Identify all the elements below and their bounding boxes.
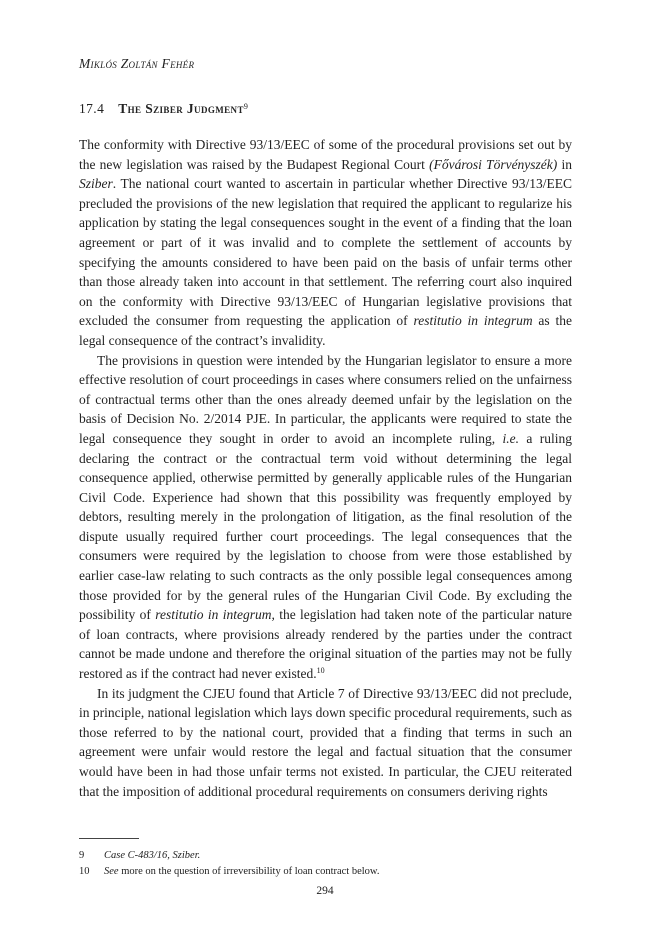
body-text xyxy=(79,135,572,801)
footnote-divider xyxy=(79,838,139,839)
italic-text: restitutio in integrum xyxy=(413,313,533,329)
text-run: . The national court wanted to ascertain in particular whether Directive 93/13/EEC precluded the provisions of the new legislation that required the applicant to regularize his application by stating the legal consequences sought in the event of a finding that the loan agreement or part of it was invalid and to complete the settlement of accounts by specifying the amounts considered to have been paid on the basis of unfair terms other than those already taken into account in that settlement. The referring court also inquired on the conformity with Directive 93/13/EEC of Hungarian legislative provisions that excluded the consumer from requesting the application of xyxy=(79,176,572,329)
text-run: The conformity with Directive 93/13/EEC of some of the procedural provisions set out by the new legislation was raised by the Budapest Regional Court xyxy=(79,137,572,172)
section-title: The Sziber Judgment xyxy=(118,101,244,116)
italic-text: Case C-483/16, Sziber. xyxy=(104,850,201,861)
text-run: more on the question of irreversibility of loan contract below. xyxy=(118,866,380,877)
text-run: The provisions in question were intended by the Hungarian legislator to ensure a more effective resolution of court proceedings in cases where consumers relied on the unfairness of contractual terms other than the ones already deemed unfair by the legislation on the basis of Decision No. 2/2014 PJE. In particular, the applicants were required to state the legal consequence they sought in order to avoid an incomplete ruling, xyxy=(79,352,572,446)
italic-text: Sziber xyxy=(79,176,113,192)
paragraph xyxy=(79,684,572,802)
footnote xyxy=(79,864,572,880)
section-number: 17.4 xyxy=(79,101,105,116)
page-number: 294 xyxy=(316,885,334,897)
text-run: in xyxy=(557,156,572,172)
running-head: Miklós Zoltán Fehér xyxy=(79,56,195,71)
italic-text: i.e. xyxy=(502,430,519,446)
footnotes xyxy=(79,848,572,880)
text-run: a ruling declaring the contract or the contractual term void without determining the legal consequence applied, otherwise permitted by generally applicable rules of the Hungarian Civil Code. Experience had shown that this possibility was frequently employed by debtors, resulting merely in the prolongation of litigation, as the final resolution of the dispute usually required further court proceedings. The legal consequences that the consumers were required by the legislation to choose from were those established by earlier case-law relating to such contracts as the only possible legal consequences among those provided for by the general rules of the Hungarian Civil Code. By excluding the possibility of xyxy=(79,430,572,623)
italic-text: (Fővárosi Törvényszék) xyxy=(429,156,558,172)
footnote-number: 9 xyxy=(79,850,85,861)
footnote-number: 10 xyxy=(79,866,90,877)
italic-text: restitutio in integrum, xyxy=(155,607,275,623)
footnote-text xyxy=(104,848,200,864)
paragraph xyxy=(79,135,572,351)
footnote-text xyxy=(104,864,379,880)
footnote-ref[interactable]: 10 xyxy=(316,666,325,676)
text-run: as the legal consequence of the contract’s invalidity. xyxy=(79,313,572,348)
footnote xyxy=(79,848,572,864)
text-run: In its judgment the CJEU found that Article 7 of Directive 93/13/EEC did not preclude, in principle, national legislation which lays down specific procedural requirements, such as those referred to by the national court, provided that a finding that terms in such an agreement were unfair would restore the legal and factual situation that the consumer would have been in had those unfair terms not existed. In particular, the CJEU reiterated that the imposition of additional procedural requirements on consumers deriving rights xyxy=(79,685,572,799)
footnote-ref-9[interactable]: 9 xyxy=(243,102,249,111)
paragraph xyxy=(79,351,572,684)
text-run: the legislation had taken note of the particular nature of loan contracts, where provisions already rendered by the parties under the contract cannot be made undone and therefore the original situation of the parties may not be fully restored as if the contract had never existed. xyxy=(79,607,572,682)
section-heading xyxy=(79,101,248,117)
italic-text: See xyxy=(104,866,119,877)
